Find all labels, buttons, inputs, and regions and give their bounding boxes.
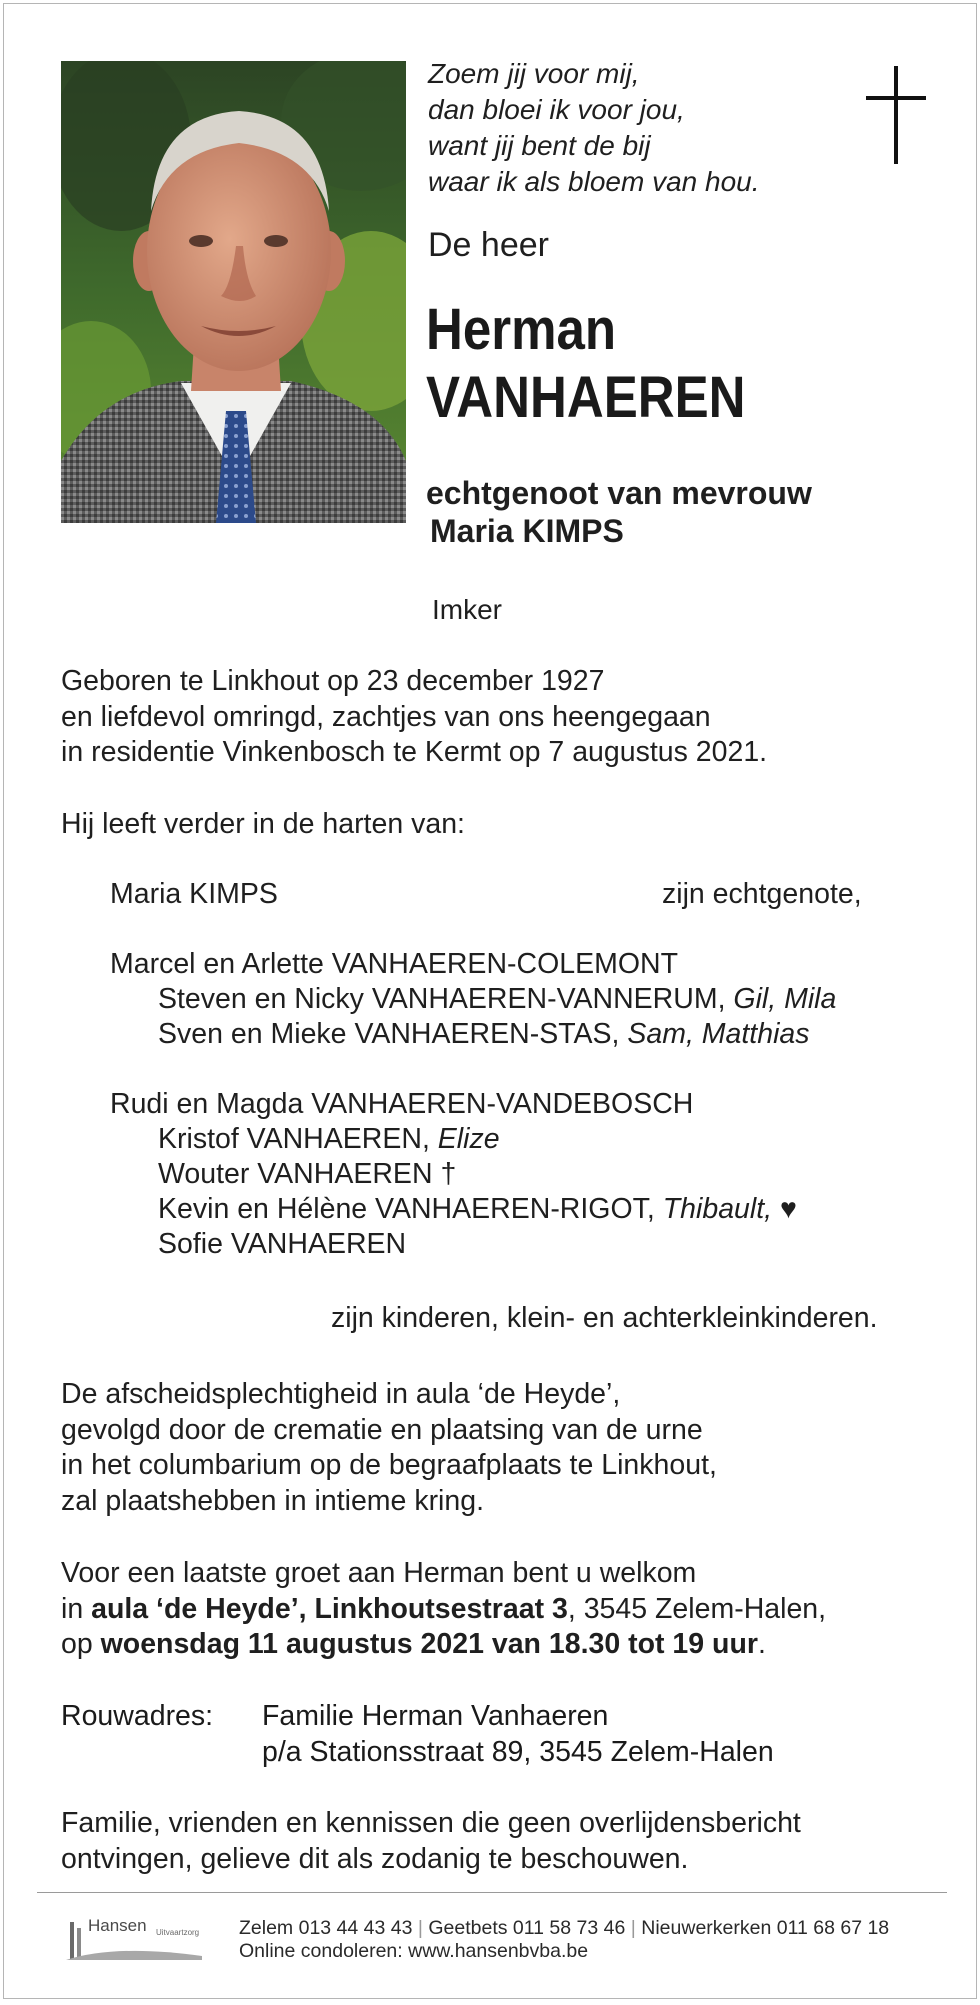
text-line: op woensdag 11 augustus 2021 van 18.30 tot 19 uur.	[61, 1628, 766, 1660]
family-grandchild: Wouter VANHAEREN †	[158, 1158, 457, 1190]
footer-contacts	[239, 1917, 889, 1963]
poem-line: Zoem jij voor mij,	[428, 58, 640, 89]
ceremony-paragraph	[61, 1377, 717, 1519]
poem	[428, 56, 760, 200]
family-child: Marcel en Arlette VANHAEREN-COLEMONT	[110, 948, 679, 980]
phone-zelem: Zelem 013 44 43 43	[239, 1917, 413, 1939]
first-name: Herman	[426, 297, 617, 362]
visitation-location: aula ‘de Heyde’, Linkhoutsestraat 3	[91, 1592, 568, 1625]
logo-subtitle: Uitvaartzorg	[156, 1928, 200, 1937]
text-line: in aula ‘de Heyde’, Linkhoutsestraat 3, 3545 Zelem-Halen,	[61, 1592, 827, 1625]
honorific-title: De heer	[428, 226, 549, 264]
family-grandchild: Steven en Nicky VANHAEREN-VANNERUM, Gil, Mila	[158, 983, 837, 1015]
family-note	[61, 1806, 801, 1877]
family-grandchild: Kevin en Hélène VANHAEREN-RIGOT, Thibault, ♥	[158, 1193, 797, 1225]
occupation: Imker	[432, 594, 502, 625]
text-line: Geboren te Linkhout op 23 december 1927	[61, 665, 605, 697]
text-line: zal plaatshebben in intieme kring.	[61, 1484, 485, 1517]
visitation-paragraph	[61, 1556, 826, 1663]
last-name: VANHAEREN	[426, 365, 746, 430]
family-summary: zijn kinderen, klein- en achterkleinkinderen.	[331, 1302, 878, 1334]
birth-paragraph	[61, 664, 767, 771]
cross-icon	[866, 66, 926, 164]
text-line: ontvingen, gelieve dit als zodanig te beschouwen.	[61, 1842, 689, 1875]
mourning-address	[262, 1699, 774, 1770]
text-line: Familie, vrienden en kennissen die geen overlijdensbericht	[61, 1807, 801, 1839]
family-spouse-name: Maria KIMPS	[110, 878, 278, 910]
spouse-intro: echtgenoot van mevrouw	[426, 475, 812, 511]
family-grandchild: Sven en Mieke VANHAEREN-STAS, Sam, Matthias	[158, 1018, 810, 1050]
hearts-intro: Hij leeft verder in de harten van:	[61, 808, 465, 840]
text-line: Voor een laatste groet aan Herman bent u welkom	[61, 1557, 697, 1589]
text-line: gevolgd door de crematie en plaatsing van de urne	[61, 1413, 703, 1446]
family-spouse-label: zijn echtgenote,	[662, 878, 862, 910]
logo-name: Hansen	[88, 1916, 147, 1935]
deceased-name	[426, 296, 746, 432]
portrait-photo	[61, 61, 406, 523]
poem-line: dan bloei ik voor jou,	[428, 94, 685, 125]
spouse-heading	[426, 474, 812, 550]
address-line: Familie Herman Vanhaeren	[262, 1700, 609, 1732]
visitation-time: woensdag 11 augustus 2021 van 18.30 tot 19 uur	[100, 1628, 758, 1660]
address-line: p/a Stationsstraat 89, 3545 Zelem-Halen	[262, 1735, 774, 1768]
footer-divider	[37, 1892, 947, 1893]
family-child: Rudi en Magda VANHAEREN-VANDEBOSCH	[110, 1088, 694, 1120]
poem-line: want jij bent de bij	[428, 130, 651, 161]
family-grandchild: Sofie VANHAEREN	[158, 1228, 407, 1260]
phone-nieuwerkerken: Nieuwerkerken 011 68 67 18	[641, 1917, 890, 1939]
text-line: in het columbarium op de begraafplaats te Linkhout,	[61, 1449, 717, 1481]
online-condolence-link[interactable]: Online condoleren: www.hansenbvba.be	[239, 1940, 589, 1962]
phone-geetbets: Geetbets 011 58 73 46	[428, 1917, 626, 1939]
text-line: en liefdevol omringd, zachtjes van ons heengegaan	[61, 700, 711, 733]
footer-phones: Zelem 013 44 43 43 | Geetbets 011 58 73 46 | Nieuwerkerken 011 68 67 18	[239, 1917, 890, 1939]
hansen-logo	[66, 1914, 206, 1966]
poem-line: waar ik als bloem van hou.	[428, 166, 760, 197]
obituary-card	[3, 3, 977, 1999]
family-grandchild: Kristof VANHAEREN, Elize	[158, 1123, 500, 1155]
address-label: Rouwadres:	[61, 1700, 214, 1732]
text-line: De afscheidsplechtigheid in aula ‘de Heyde’,	[61, 1378, 621, 1410]
heart-icon: ♥	[779, 1193, 797, 1225]
text-line: in residentie Vinkenbosch te Kermt op 7 augustus 2021.	[61, 736, 768, 768]
spouse-name: Maria KIMPS	[430, 513, 624, 549]
